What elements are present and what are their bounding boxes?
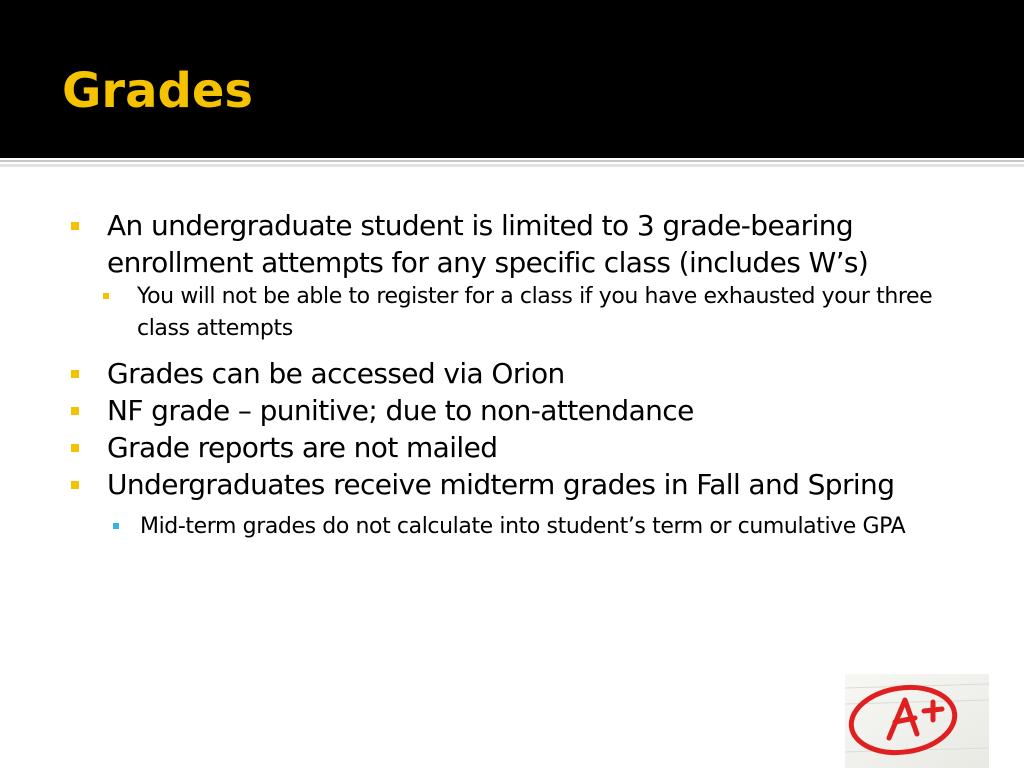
bullet-text: Grades can be accessed via Orion bbox=[107, 357, 565, 390]
title-bar bbox=[0, 0, 1024, 158]
graded-paper-icon bbox=[845, 674, 989, 768]
sub-bullet-item bbox=[70, 511, 950, 543]
bullet-marker bbox=[71, 222, 79, 230]
sub-bullet-text: You will not be able to register for a class if you have exhausted your three class attempts bbox=[137, 284, 933, 341]
bullet-marker bbox=[71, 481, 79, 489]
slide-title: Grades bbox=[62, 63, 253, 119]
bullet-marker bbox=[71, 407, 79, 415]
sub-bullet-item bbox=[70, 281, 950, 345]
bullet-item bbox=[70, 392, 950, 429]
divider-line-secondary bbox=[0, 164, 1024, 167]
sub-bullet-marker bbox=[113, 523, 119, 529]
divider-line bbox=[0, 160, 1024, 162]
bullet-text: NF grade – punitive; due to non-attendance bbox=[107, 394, 694, 427]
bullet-item bbox=[70, 355, 950, 392]
sub-bullet-text: Mid-term grades do not calculate into student’s term or cumulative GPA bbox=[140, 514, 906, 539]
bullet-item bbox=[70, 207, 950, 281]
bullet-text: Undergraduates receive midterm grades in Fall and Spring bbox=[107, 468, 895, 501]
bullet-text: An undergraduate student is limited to 3 grade-bearing enrollment attempts for any specific class (includes W’s) bbox=[107, 209, 869, 279]
bullet-marker bbox=[71, 444, 79, 452]
bullet-item bbox=[70, 429, 950, 466]
bullet-marker bbox=[71, 370, 79, 378]
bullet-text: Grade reports are not mailed bbox=[107, 431, 498, 464]
sub-bullet-marker bbox=[103, 293, 109, 299]
bullet-item bbox=[70, 466, 950, 503]
graded-paper-image bbox=[845, 674, 989, 768]
bullet-list bbox=[70, 207, 950, 543]
